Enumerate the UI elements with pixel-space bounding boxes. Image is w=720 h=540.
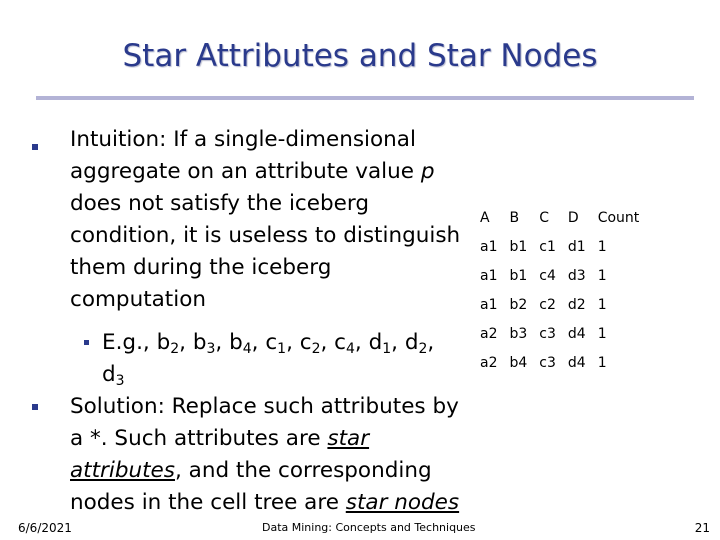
example-item-subscript: 2: [418, 341, 428, 357]
table-row: [474, 290, 645, 319]
bullet-marker: [32, 404, 38, 410]
example-item: b: [192, 330, 207, 355]
column-header: D: [567, 209, 579, 226]
table-cell: d1: [567, 238, 586, 255]
example-item: d: [368, 330, 383, 355]
table-cell: d2: [567, 296, 586, 313]
table-row: [474, 348, 645, 377]
table-cell: c3: [539, 325, 556, 342]
table-cell: a2: [480, 354, 498, 371]
bullet-intuition: [70, 124, 470, 316]
example-item-subscript: 2: [170, 341, 180, 357]
table-cell: a1: [480, 296, 498, 313]
table-cell: b1: [509, 238, 528, 255]
table-cell: b1: [509, 267, 528, 284]
example-item-subscript: 4: [242, 341, 252, 357]
table-cell: 1: [597, 267, 607, 284]
bullet-marker: [32, 144, 38, 150]
example-item-subscript: 4: [346, 341, 355, 357]
footer-course-title: Data Mining: Concepts and Techniques: [262, 521, 476, 534]
sub-bullet-example: E.g., $b_2$, $b_3$, $b_4$, $c_1$, $c_2$, $c_4$, $d_1$, $d_2$, $d_3$: [102, 330, 435, 389]
table-cell: a2: [480, 325, 498, 342]
column-header: A: [480, 209, 490, 226]
table-cell: d3: [567, 267, 586, 284]
intuition-rest: does not satisfy the iceberg condition, it is useless to distinguish them during the iceberg computation: [70, 191, 461, 312]
table-header-row: [474, 203, 645, 232]
example-item-subscript: 3: [206, 341, 216, 357]
table-cell: 1: [597, 325, 607, 342]
sub-bullet-marker: [84, 340, 89, 345]
table-row: [474, 232, 645, 261]
intuition-text: Intuition: If a single-dimensional aggregate on an attribute value: [70, 127, 421, 184]
star-nodes-term: star nodes: [345, 490, 460, 515]
column-header: B: [509, 209, 520, 226]
column-header: C: [539, 209, 550, 226]
table-cell: c2: [539, 296, 556, 313]
title-divider: [36, 96, 694, 100]
table-cell: d4: [567, 325, 586, 342]
variable-p: p: [420, 159, 435, 184]
example-item-subscript: 1: [382, 341, 392, 357]
example-item-subscript: 3: [115, 373, 125, 389]
star-attributes-term: star attributes: [70, 426, 370, 483]
table-cell: c4: [539, 267, 556, 284]
slide-title: Star Attributes and Star Nodes: [122, 38, 598, 74]
table-cell: d4: [567, 354, 586, 371]
table-row: [474, 319, 645, 348]
table-cell: a1: [480, 238, 498, 255]
example-item-subscript: 2: [311, 341, 321, 357]
column-header: Count: [597, 209, 640, 226]
example-item: c: [299, 330, 312, 355]
table-cell: 1: [597, 238, 607, 255]
bullet-solution: [70, 391, 470, 519]
footer-date: 6/6/2021: [18, 521, 72, 535]
example-item: c: [265, 330, 278, 355]
table-cell: 1: [597, 354, 607, 371]
table-cell: b3: [509, 325, 528, 342]
example-item: c: [334, 330, 346, 355]
solution-text: Solution: Replace such attributes by a *. Such attributes are: [70, 394, 459, 451]
table-cell: b2: [509, 296, 528, 313]
data-table: [474, 203, 645, 377]
example-item: b: [229, 330, 243, 355]
table-cell: c1: [539, 238, 556, 255]
example-item: b: [156, 330, 171, 355]
table-row: [474, 261, 645, 290]
example-item-subscript: 1: [277, 341, 287, 357]
example-item: d: [404, 330, 419, 355]
table-cell: a1: [480, 267, 498, 284]
example-item: d: [102, 362, 116, 387]
solution-text-2: , and the corresponding nodes in the cell tree are: [70, 458, 432, 515]
example-prefix: E.g.,: [102, 330, 157, 355]
table-cell: 1: [597, 296, 607, 313]
table-cell: c3: [539, 354, 556, 371]
page-number: 21: [694, 521, 710, 535]
table-cell: b4: [509, 354, 528, 371]
